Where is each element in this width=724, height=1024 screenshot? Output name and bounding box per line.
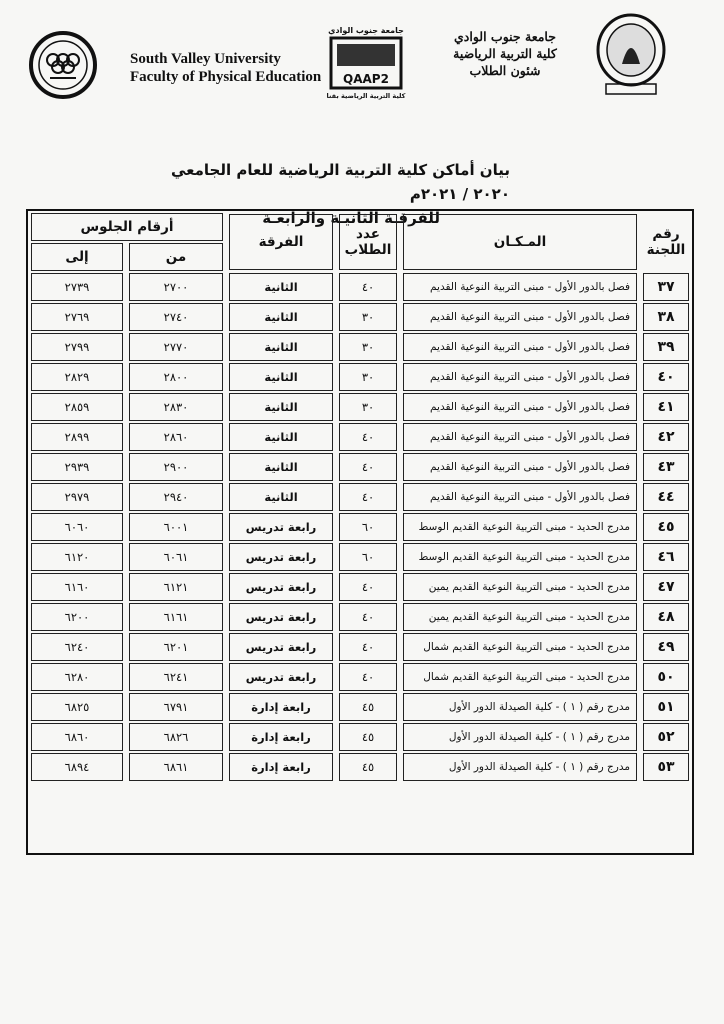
table-row: [28, 633, 692, 661]
university-name-ar: جامعة جنوب الوادي: [454, 29, 556, 44]
cell-from: ٦٢٠١: [129, 633, 223, 661]
cell-from: ٢٩٠٠: [129, 453, 223, 481]
cell-count: ٦٠: [339, 543, 397, 571]
cell-to: ٢٩٧٩: [31, 483, 123, 511]
cell-count: ٤٠: [339, 423, 397, 451]
cell-num: ٤٥: [643, 513, 689, 541]
cell-num: ٤٠: [643, 363, 689, 391]
cell-from: ٢٧٤٠: [129, 303, 223, 331]
cell-count: ٤٠: [339, 483, 397, 511]
center-logo-top-text: جامعة جنوب الوادي: [328, 26, 404, 35]
faculty-name-ar: كلية التربية الرياضية: [453, 46, 557, 61]
cell-place: مدرج رقم ( ١ ) - كلية الصيدلة الدور الأول: [403, 723, 637, 751]
title-line-2: للفرقـة الثانيـة والرابعـة: [262, 209, 440, 227]
university-name-en: South Valley University: [130, 51, 281, 67]
header-place: المـكـان: [403, 214, 637, 270]
cell-group: الثانية: [229, 273, 333, 301]
table-row: [28, 333, 692, 361]
cell-num: ٤٤: [643, 483, 689, 511]
cell-to: ٢٧٣٩: [31, 273, 123, 301]
cell-to: ٦٢٠٠: [31, 603, 123, 631]
cell-place: مدرج الحديد - مبنى التربية النوعية القديم يمين: [403, 573, 637, 601]
table-row: [28, 603, 692, 631]
table-row: [28, 483, 692, 511]
cell-from: ٢٨٣٠: [129, 393, 223, 421]
cell-place: مدرج الحديد - مبنى التربية النوعية القديم الوسط: [403, 543, 637, 571]
cell-count: ٤٠: [339, 603, 397, 631]
cell-place: فصل بالدور الأول - مبنى التربية النوعية القديم: [403, 423, 637, 451]
table-row: [28, 723, 692, 751]
cell-group: الثانية: [229, 333, 333, 361]
cell-count: ٤٥: [339, 693, 397, 721]
cell-group: الثانية: [229, 453, 333, 481]
faculty-logo-icon: [28, 30, 98, 100]
cell-to: ٢٨٩٩: [31, 423, 123, 451]
cell-place: مدرج رقم ( ١ ) - كلية الصيدلة الدور الأول: [403, 753, 637, 781]
university-seal-icon: [594, 12, 668, 98]
cell-from: ٢٧٠٠: [129, 273, 223, 301]
cell-count: ٣٠: [339, 393, 397, 421]
cell-group: رابعة تدريس: [229, 543, 333, 571]
cell-place: مدرج الحديد - مبنى التربية النوعية القديم يمين: [403, 603, 637, 631]
cell-group: الثانية: [229, 393, 333, 421]
page-header: [0, 0, 724, 110]
cell-from: ٦٨٦١: [129, 753, 223, 781]
header-committee: رقم اللجنة: [646, 226, 686, 258]
cell-place: مدرج الحديد - مبنى التربية النوعية القديم شمال: [403, 633, 637, 661]
cell-count: ٤٥: [339, 723, 397, 751]
quality-logo-icon: [325, 22, 407, 102]
cell-place: فصل بالدور الأول - مبنى التربية النوعية القديم: [403, 363, 637, 391]
cell-from: ٦٠٠١: [129, 513, 223, 541]
cell-count: ٣٠: [339, 303, 397, 331]
table-row: [28, 573, 692, 601]
cell-group: رابعة تدريس: [229, 513, 333, 541]
cell-place: مدرج الحديد - مبنى التربية النوعية القديم شمال: [403, 663, 637, 691]
cell-num: ٤٦: [643, 543, 689, 571]
table-row: [28, 273, 692, 301]
cell-num: ٥٠: [643, 663, 689, 691]
cell-place: فصل بالدور الأول - مبنى التربية النوعية القديم: [403, 393, 637, 421]
cell-to: ٦١٦٠: [31, 573, 123, 601]
cell-count: ٤٠: [339, 273, 397, 301]
center-logo-bottom-text: كلية التربية الرياضية بقنا: [326, 92, 406, 100]
cell-group: رابعة تدريس: [229, 573, 333, 601]
cell-to: ٢٧٦٩: [31, 303, 123, 331]
exam-locations-table: [26, 209, 694, 855]
table-row: [28, 393, 692, 421]
cell-count: ٤٠: [339, 573, 397, 601]
cell-place: فصل بالدور الأول - مبنى التربية النوعية القديم: [403, 333, 637, 361]
cell-num: ٣٧: [643, 273, 689, 301]
cell-count: ٤٥: [339, 753, 397, 781]
cell-place: فصل بالدور الأول - مبنى التربية النوعية القديم: [403, 483, 637, 511]
table-row: [28, 663, 692, 691]
table-row: [28, 543, 692, 571]
table-row: [28, 303, 692, 331]
cell-count: ٤٠: [339, 633, 397, 661]
table-row: [28, 423, 692, 451]
cell-num: ٥٣: [643, 753, 689, 781]
cell-from: ٢٨٠٠: [129, 363, 223, 391]
cell-place: مدرج الحديد - مبنى التربية النوعية القديم الوسط: [403, 513, 637, 541]
cell-to: ٦٢٤٠: [31, 633, 123, 661]
cell-from: ٦٠٦١: [129, 543, 223, 571]
table-row: [28, 453, 692, 481]
cell-to: ٦٨٩٤: [31, 753, 123, 781]
title-line-1: بيان أماكن كلية التربية الرياضية للعام الجامعي ٢٠٢٠ / ٢٠٢١م: [170, 161, 510, 203]
header-to: إلى: [31, 243, 123, 271]
cell-to: ٢٧٩٩: [31, 333, 123, 361]
cell-count: ٦٠: [339, 513, 397, 541]
cell-group: رابعة إدارة: [229, 753, 333, 781]
cell-num: ٤٩: [643, 633, 689, 661]
cell-num: ٤٣: [643, 453, 689, 481]
university-name-arabic: [430, 28, 580, 79]
cell-count: ٤٠: [339, 453, 397, 481]
university-name-english: [130, 50, 330, 86]
table-row: [28, 753, 692, 781]
cell-group: رابعة إدارة: [229, 693, 333, 721]
cell-to: ٢٨٥٩: [31, 393, 123, 421]
cell-place: فصل بالدور الأول - مبنى التربية النوعية القديم: [403, 453, 637, 481]
cell-count: ٣٠: [339, 333, 397, 361]
center-logo-mark-text: QAAP2: [343, 72, 389, 86]
cell-num: ٥١: [643, 693, 689, 721]
cell-count: ٣٠: [339, 363, 397, 391]
cell-group: الثانية: [229, 363, 333, 391]
cell-from: ٢٨٦٠: [129, 423, 223, 451]
department-name-ar: شئون الطلاب: [469, 63, 541, 78]
cell-from: ٦٢٤١: [129, 663, 223, 691]
cell-from: ٦٨٢٦: [129, 723, 223, 751]
cell-from: ٢٧٧٠: [129, 333, 223, 361]
cell-group: رابعة تدريس: [229, 633, 333, 661]
cell-to: ٦٨٦٠: [31, 723, 123, 751]
cell-group: رابعة تدريس: [229, 603, 333, 631]
cell-group: رابعة تدريس: [229, 663, 333, 691]
cell-num: ٤١: [643, 393, 689, 421]
table-row: [28, 513, 692, 541]
table-row: [28, 363, 692, 391]
cell-place: فصل بالدور الأول - مبنى التربية النوعية القديم: [403, 273, 637, 301]
cell-place: مدرج رقم ( ١ ) - كلية الصيدلة الدور الأول: [403, 693, 637, 721]
cell-group: الثانية: [229, 423, 333, 451]
cell-num: ٤٢: [643, 423, 689, 451]
cell-to: ٦١٢٠: [31, 543, 123, 571]
cell-from: ٦٧٩١: [129, 693, 223, 721]
header-group: الفرقة: [229, 214, 333, 270]
cell-group: رابعة إدارة: [229, 723, 333, 751]
cell-to: ٦٠٦٠: [31, 513, 123, 541]
faculty-name-en: Faculty of Physical Education: [130, 69, 322, 85]
cell-to: ٢٩٣٩: [31, 453, 123, 481]
cell-to: ٦٨٢٥: [31, 693, 123, 721]
cell-num: ٤٨: [643, 603, 689, 631]
cell-num: ٤٧: [643, 573, 689, 601]
cell-group: الثانية: [229, 483, 333, 511]
cell-group: الثانية: [229, 303, 333, 331]
cell-from: ٦١٦١: [129, 603, 223, 631]
cell-place: فصل بالدور الأول - مبنى التربية النوعية القديم: [403, 303, 637, 331]
header-seats: أرقام الجلوس: [31, 213, 223, 241]
cell-from: ٦١٢١: [129, 573, 223, 601]
cell-num: ٥٢: [643, 723, 689, 751]
cell-count: ٤٠: [339, 663, 397, 691]
cell-num: ٣٨: [643, 303, 689, 331]
cell-num: ٣٩: [643, 333, 689, 361]
header-from: من: [129, 243, 223, 271]
cell-from: ٢٩٤٠: [129, 483, 223, 511]
header-students: عدد الطلاب: [339, 214, 397, 270]
cell-to: ٦٢٨٠: [31, 663, 123, 691]
cell-to: ٢٨٢٩: [31, 363, 123, 391]
table-row: [28, 693, 692, 721]
